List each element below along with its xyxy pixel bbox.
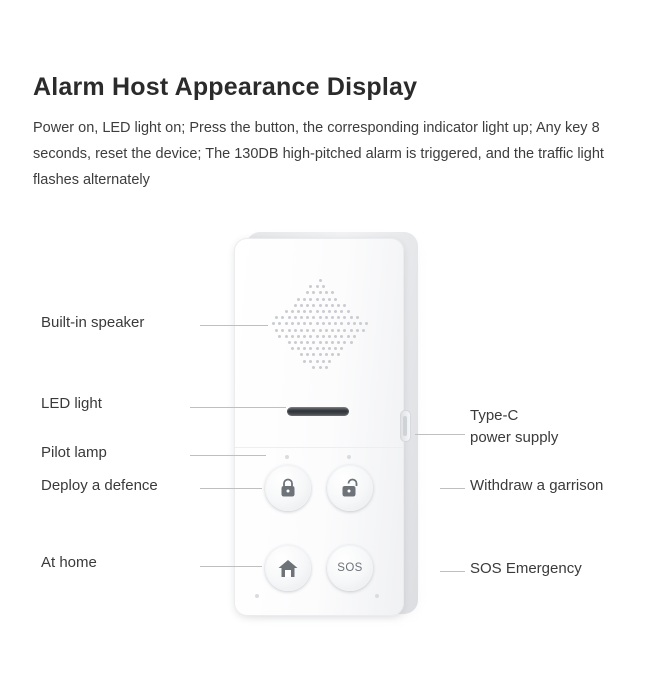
sos-emergency-button[interactable] <box>327 545 373 591</box>
label-deploy-a-defence: Deploy a defence <box>41 477 158 494</box>
withdraw-a-garrison-button[interactable] <box>327 465 373 511</box>
leader-line-sos <box>440 571 465 572</box>
label-pilot-lamp: Pilot lamp <box>41 444 107 461</box>
leader-line-pilot-lamp <box>190 455 266 456</box>
label-at-home: At home <box>41 554 97 571</box>
leader-line-led <box>190 407 286 408</box>
label-type-c-power-supply <box>470 405 600 449</box>
label-type-c-line1: Type-C <box>470 407 519 424</box>
label-withdraw-a-garrison: Withdraw a garrison <box>470 477 604 494</box>
lock-open-icon <box>340 477 360 499</box>
sos-icon: SOS <box>337 562 363 574</box>
leader-line-withdraw <box>440 488 465 489</box>
type-c-port <box>400 410 411 442</box>
label-led-light: LED light <box>41 395 102 412</box>
page-description: Power on, LED light on; Press the button, the corresponding indicator light up; Any key 8 seconds, reset the device; The 130DB high-pitched alarm is triggered, and the traffic light flashes alternately <box>33 119 604 188</box>
label-type-c-line2: power supply <box>470 429 559 446</box>
screw-dot <box>255 594 259 598</box>
leader-line-deploy <box>200 488 262 489</box>
pilot-lamp-indicator <box>285 455 289 459</box>
leader-line-at-home <box>200 566 262 567</box>
screw-dot <box>375 594 379 598</box>
label-sos-emergency: SOS Emergency <box>470 560 582 577</box>
page-title: Alarm Host Appearance Display <box>33 72 418 101</box>
leader-line-speaker <box>200 325 268 326</box>
device-front-panel <box>234 238 404 616</box>
panel-divider <box>235 447 403 448</box>
pilot-lamp-indicator <box>347 455 351 459</box>
deploy-a-defence-button[interactable] <box>265 465 311 511</box>
label-built-in-speaker: Built-in speaker <box>41 314 145 331</box>
lock-closed-icon <box>278 477 298 499</box>
built-in-speaker-grille <box>267 277 367 373</box>
home-icon <box>277 558 299 579</box>
at-home-button[interactable] <box>265 545 311 591</box>
led-light-strip <box>287 407 349 416</box>
leader-line-type-c <box>415 434 465 435</box>
alarm-host-device <box>234 228 420 618</box>
